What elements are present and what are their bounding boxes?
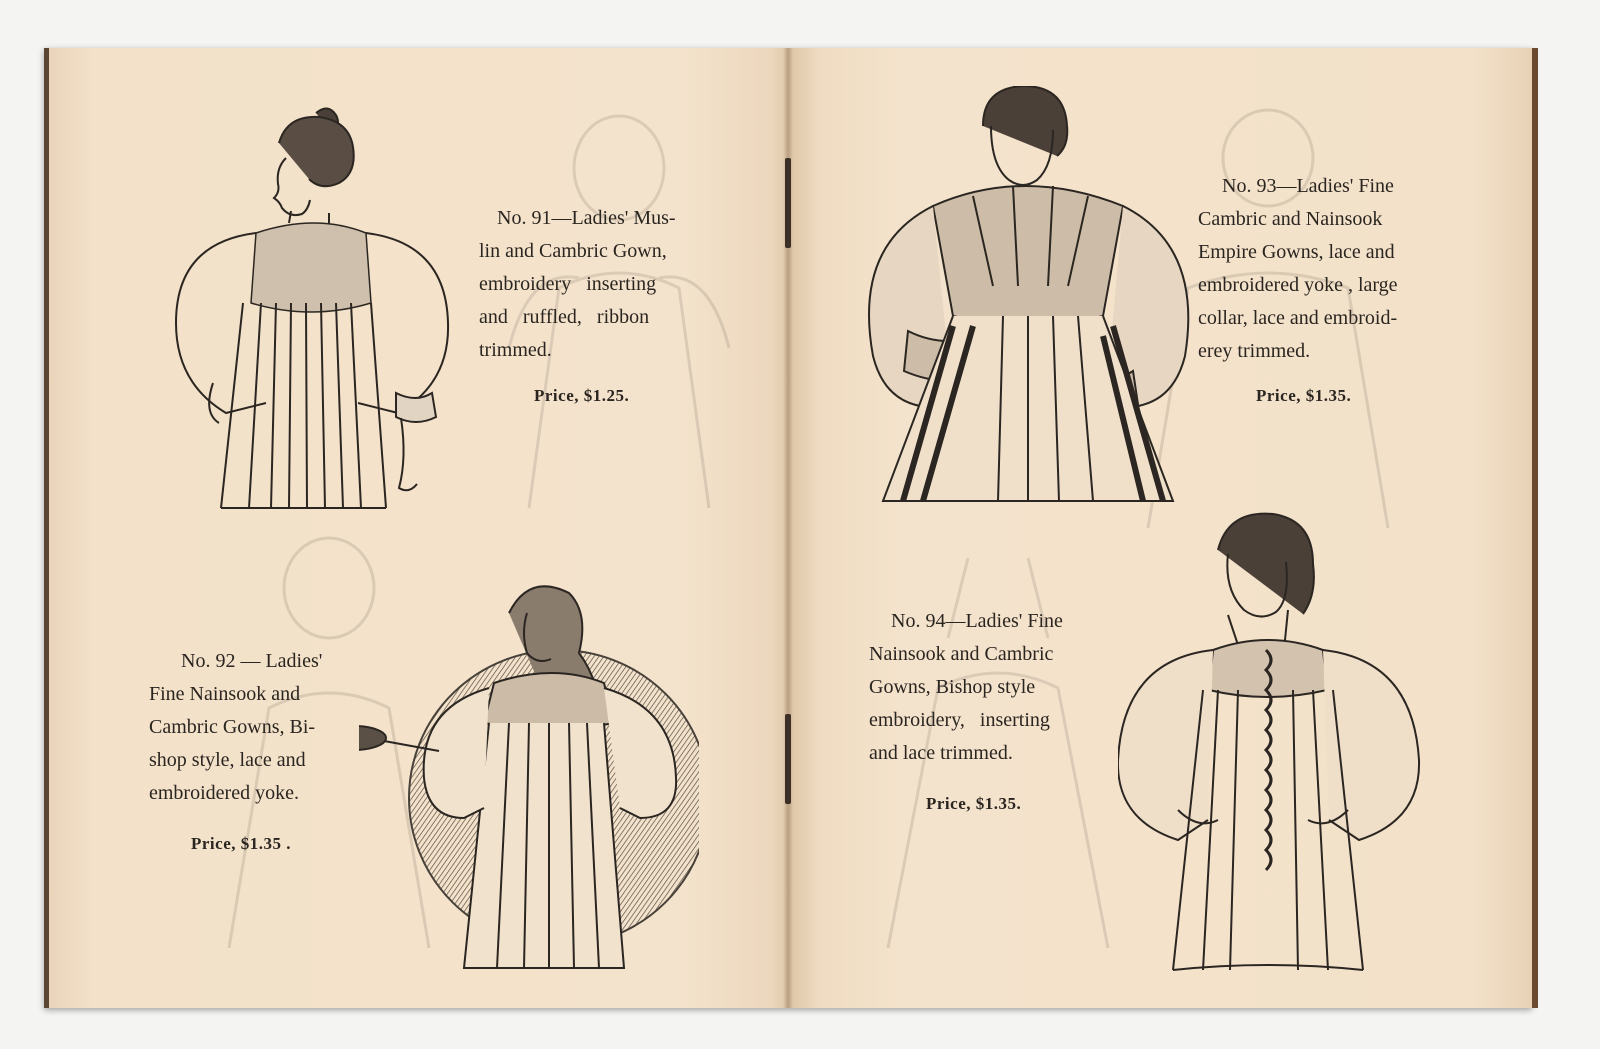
item-92-line: Cambric Gowns, Bi- (149, 716, 316, 738)
gown-93-illustration (863, 86, 1193, 506)
item-91-line: No. 91—Ladies' Mus- (497, 207, 676, 229)
gown-94-illustration (1118, 510, 1438, 980)
item-92-description (149, 645, 349, 810)
item-93-line: collar, lace and embroid- (1198, 307, 1398, 329)
item-93-price: Price, $1.35. (1256, 386, 1352, 405)
item-93-line: embroidered yoke , large (1198, 274, 1398, 296)
item-91-line: trimmed. (479, 339, 552, 361)
item-91-price: Price, $1.25. (534, 386, 630, 405)
staple-bottom (785, 714, 791, 804)
open-booklet (44, 48, 1532, 1008)
item-92-price: Price, $1.35 . (191, 834, 291, 853)
left-page (44, 48, 793, 1008)
item-93-line: Cambric and Nainsook (1198, 208, 1383, 230)
item-94-line: No. 94—Ladies' Fine (891, 610, 1063, 632)
item-94-price: Price, $1.35. (926, 794, 1022, 813)
item-91-line: embroidery inserting (479, 273, 657, 295)
item-93-description (1198, 170, 1423, 368)
item-92-line: Fine Nainsook and (149, 683, 301, 705)
item-92-line: shop style, lace and (149, 749, 306, 771)
item-92-line: No. 92 — Ladies' (181, 650, 323, 672)
item-91-description (479, 202, 699, 367)
gown-92-illustration (359, 573, 699, 993)
item-92-line: embroidered yoke. (149, 782, 299, 804)
item-94-line: Gowns, Bishop style (869, 676, 1036, 698)
right-page (788, 48, 1538, 1008)
item-91-line: lin and Cambric Gown, (479, 240, 667, 262)
staple-top (785, 158, 791, 248)
item-94-line: and lace trimmed. (869, 742, 1013, 764)
item-94-line: embroidery, inserting (869, 709, 1050, 731)
gown-91-illustration (161, 103, 451, 513)
item-93-line: Empire Gowns, lace and (1198, 241, 1395, 263)
item-94-description (869, 605, 1093, 770)
item-91-line: and ruffled, ribbon (479, 306, 650, 328)
item-93-line: erey trimmed. (1198, 340, 1311, 362)
item-93-line: No. 93—Ladies' Fine (1222, 175, 1394, 197)
item-94-line: Nainsook and Cambric (869, 643, 1054, 665)
